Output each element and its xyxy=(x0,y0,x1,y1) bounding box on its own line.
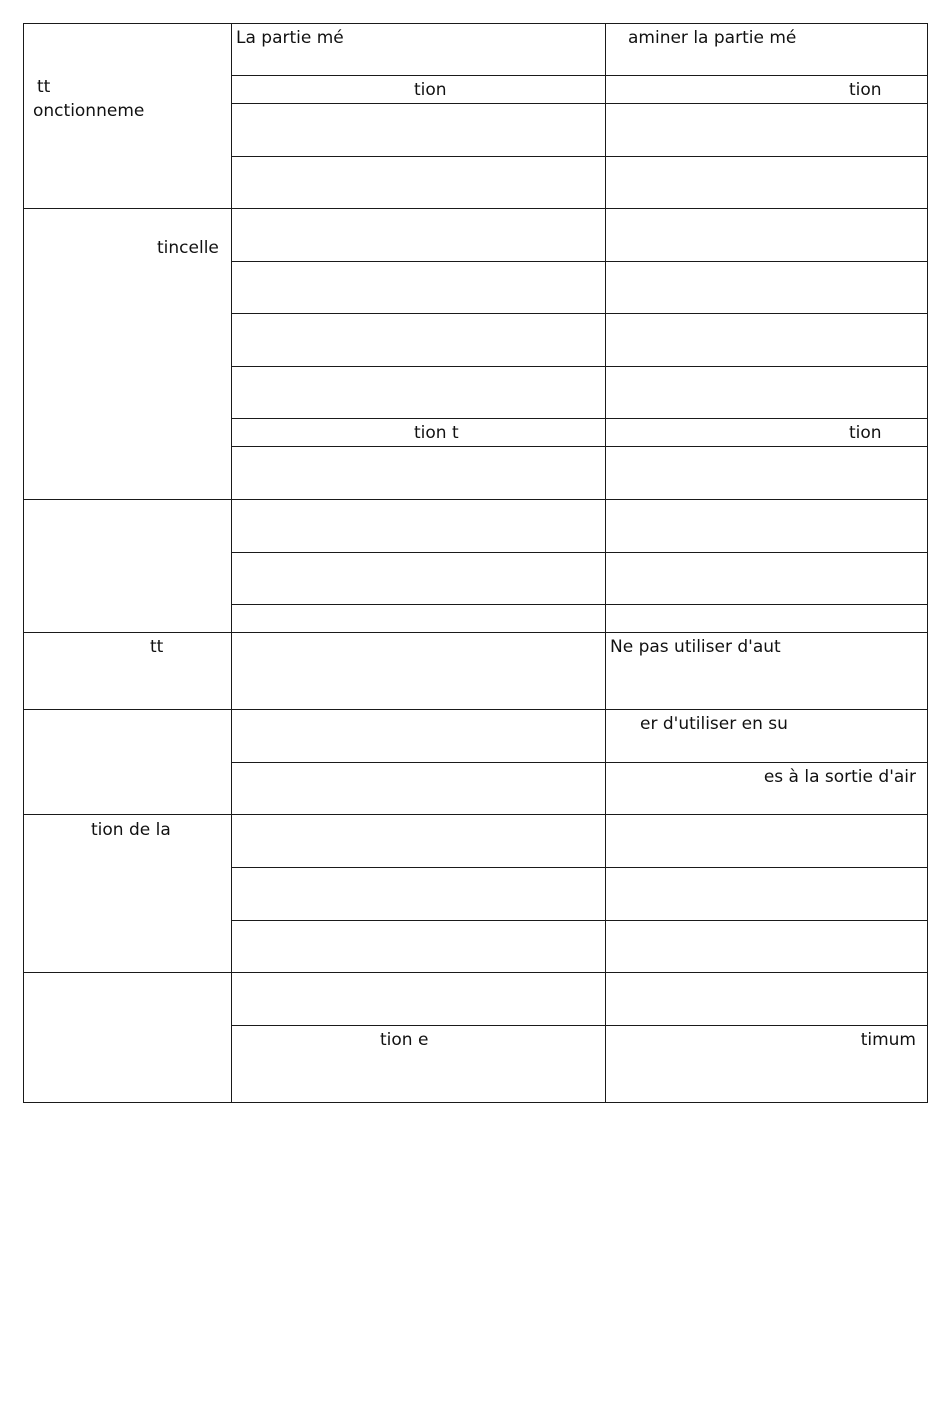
group-boundary-6 xyxy=(23,972,928,973)
row-line xyxy=(231,762,928,763)
row-line xyxy=(231,1025,928,1026)
table-right-border xyxy=(927,23,928,1103)
row-line xyxy=(231,920,928,921)
middle-cell-row1: La partie mé xyxy=(236,28,344,48)
right-cell-row1: aminer la partie mé xyxy=(628,28,797,48)
right-cell-row2: tion xyxy=(849,80,882,100)
row-line xyxy=(231,552,928,553)
column-divider-2 xyxy=(605,23,606,1103)
row-line xyxy=(231,604,928,605)
left-cell-group2-label: tincelle xyxy=(157,238,219,258)
row-line xyxy=(231,261,928,262)
right-cell-row14: er d'utiliser en su xyxy=(640,714,788,734)
row-line xyxy=(231,418,928,419)
row-line xyxy=(231,313,928,314)
left-cell-group1-line1: tt xyxy=(37,77,51,97)
right-cell-row15: es à la sortie d'air xyxy=(763,767,916,787)
group-boundary-1 xyxy=(23,208,928,209)
middle-cell-row9: tion t xyxy=(414,423,459,443)
row-line xyxy=(231,446,928,447)
column-divider-1 xyxy=(231,23,232,1103)
right-cell-row18: timum xyxy=(860,1030,916,1050)
row-line xyxy=(231,156,928,157)
row-line xyxy=(231,366,928,367)
left-cell-group4-label: tt xyxy=(150,637,164,657)
row-line xyxy=(231,867,928,868)
table-bottom-border xyxy=(23,1102,928,1103)
left-cell-group1-line2: onctionneme xyxy=(33,101,145,121)
table-left-border xyxy=(23,23,24,1103)
left-cell-group6-label: tion de la xyxy=(91,820,171,840)
row-line xyxy=(231,103,928,104)
group-boundary-3 xyxy=(23,632,928,633)
right-cell-row9: tion xyxy=(849,423,882,443)
table-top-border xyxy=(23,23,928,24)
group-boundary-5 xyxy=(23,814,928,815)
middle-cell-row2: tion xyxy=(414,80,447,100)
group-boundary-4 xyxy=(23,709,928,710)
right-cell-row13: Ne pas utiliser d'aut xyxy=(610,637,781,657)
row-line xyxy=(231,75,928,76)
middle-cell-row18: tion e xyxy=(380,1030,429,1050)
group-boundary-2 xyxy=(23,499,928,500)
